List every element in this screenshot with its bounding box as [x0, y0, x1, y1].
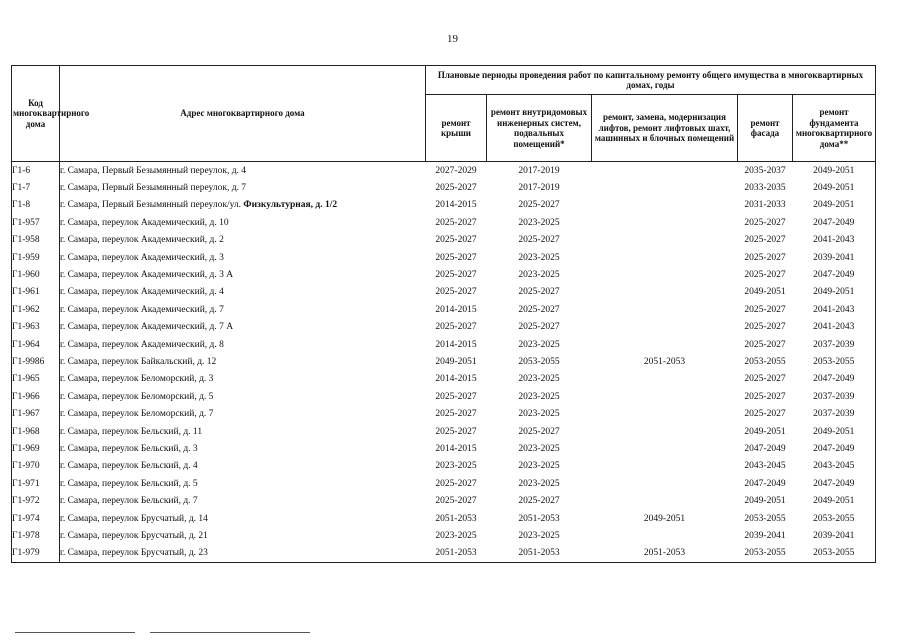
- header-roof: ремонт крыши: [426, 95, 487, 162]
- engineering-cell: 2023-2025: [518, 530, 560, 541]
- engineering-cell: 2023-2025: [518, 270, 560, 281]
- roof-cell: 2049-2051: [435, 356, 477, 367]
- facade-cell: 2025-2027: [744, 235, 786, 246]
- table-row: [12, 527, 876, 544]
- foundation-cell: 2041-2043: [793, 319, 876, 336]
- header-address: Адрес многоквартирного дома: [60, 66, 426, 162]
- code-cell: Г1-969: [12, 440, 60, 457]
- address-text: г. Самара, переулок Байкальский, д. 12: [60, 356, 217, 367]
- address-text: г. Самара, переулок Академический, д. 7 А: [60, 322, 234, 333]
- facade-cell: 2049-2051: [744, 426, 786, 437]
- address-cell: [60, 162, 426, 180]
- foundation-cell: 2049-2051: [793, 179, 876, 196]
- foundation-cell: 2047-2049: [793, 475, 876, 492]
- engineering-cell: 2025-2027: [518, 322, 560, 333]
- lift-cell: 2049-2051: [643, 513, 686, 524]
- address-cell: [60, 405, 426, 422]
- address-text: г. Самара, переулок Бельский, д. 7: [60, 496, 198, 507]
- address-text: г. Самара, переулок Беломорский, д. 3: [60, 374, 214, 385]
- facade-cell: 2025-2027: [744, 304, 786, 315]
- facade-cell: 2025-2027: [744, 252, 786, 263]
- facade-cell: 2031-2033: [744, 200, 786, 211]
- engineering-cell: 2025-2027: [518, 426, 560, 437]
- table-row: [12, 336, 876, 353]
- code-cell: Г1-7: [12, 179, 60, 196]
- code-cell: Г1-964: [12, 336, 60, 353]
- engineering-cell: 2025-2027: [518, 235, 560, 246]
- foundation-cell: 2039-2041: [793, 527, 876, 544]
- facade-cell: 2049-2051: [744, 496, 786, 507]
- lift-cell: [592, 440, 738, 457]
- engineering-cell: 2023-2025: [518, 339, 560, 350]
- engineering-cell: 2025-2027: [518, 287, 560, 298]
- lift-cell: [592, 301, 738, 318]
- foundation-cell: 2053-2055: [793, 353, 876, 370]
- foundation-cell: 2053-2055: [793, 510, 876, 527]
- address-text: г. Самара, переулок Бельский, д. 3: [60, 443, 198, 454]
- address-cell: [60, 388, 426, 405]
- roof-cell: 2025-2027: [435, 409, 477, 420]
- address-text: г. Самара, переулок Академический, д. 3 А: [60, 270, 234, 281]
- foundation-cell: 2053-2055: [793, 545, 876, 563]
- lift-cell: [592, 388, 738, 405]
- roof-cell: 2014-2015: [435, 200, 477, 211]
- facade-cell: 2025-2027: [744, 339, 786, 350]
- engineering-cell: 2051-2053: [487, 545, 592, 563]
- foundation-cell: 2049-2051: [793, 423, 876, 440]
- header-periods: Плановые периоды проведения работ по капитальному ремонту общего имущества в многоквартирных домах, годы: [426, 66, 876, 95]
- code-cell: Г1-970: [12, 458, 60, 475]
- address-text: г. Самара, переулок Брусчатый, д. 21: [60, 530, 208, 541]
- table-row: [12, 388, 876, 405]
- engineering-cell: 2023-2025: [518, 478, 560, 489]
- roof-cell: 2025-2027: [435, 478, 477, 489]
- lift-cell: [592, 492, 738, 509]
- roof-cell: 2023-2025: [435, 530, 477, 541]
- page-number: 19: [447, 33, 458, 45]
- facade-cell: 2043-2045: [744, 461, 786, 472]
- lift-cell: [592, 371, 738, 388]
- address-text: г. Самара, переулок Брусчатый, д. 14: [60, 513, 208, 524]
- lift-cell: [592, 475, 738, 492]
- address-cell: [60, 214, 426, 231]
- engineering-cell: 2025-2027: [518, 496, 560, 507]
- code-cell: Г1-957: [12, 214, 60, 231]
- engineering-cell: 2023-2025: [518, 409, 560, 420]
- code-cell: Г1-965: [12, 371, 60, 388]
- code-cell: Г1-8: [12, 197, 60, 214]
- header-facade: ремонт фасада: [738, 95, 793, 162]
- code-cell: Г1-961: [12, 284, 60, 301]
- lift-cell: [592, 214, 738, 231]
- table-row: [12, 266, 876, 283]
- table-row: [12, 301, 876, 318]
- code-cell: Г1-962: [12, 301, 60, 318]
- lift-cell: [592, 197, 738, 214]
- roof-cell: 2025-2027: [435, 270, 477, 281]
- code-cell: Г1-968: [12, 423, 60, 440]
- roof-cell: 2014-2015: [435, 304, 477, 315]
- address-text: г. Самара, переулок Академический, д. 2: [60, 235, 224, 246]
- code-cell: Г1-958: [12, 232, 60, 249]
- facade-cell: 2039-2041: [744, 530, 786, 541]
- address-cell: [60, 545, 426, 563]
- facade-cell: 2053-2055: [744, 356, 786, 367]
- roof-cell: 2025-2027: [435, 217, 477, 228]
- table-row: [12, 214, 876, 231]
- table-row: [12, 249, 876, 266]
- table-row: [12, 162, 876, 180]
- address-text: г. Самара, переулок Бельский, д. 11: [60, 426, 203, 437]
- table-row: [12, 405, 876, 422]
- address-cell: [60, 284, 426, 301]
- address-text-bold: Физкультурная, д. 1/2: [243, 200, 338, 211]
- address-cell: [60, 179, 426, 196]
- header-code: Код многоквартирного дома: [12, 66, 60, 162]
- foundation-cell: 2039-2041: [793, 249, 876, 266]
- foundation-cell: 2037-2039: [793, 405, 876, 422]
- lift-cell: 2051-2053: [592, 545, 738, 563]
- lift-cell: [592, 336, 738, 353]
- roof-cell: 2025-2027: [435, 252, 477, 263]
- facade-cell: 2053-2055: [738, 545, 793, 563]
- engineering-cell: 2023-2025: [518, 461, 560, 472]
- roof-cell: 2025-2027: [435, 183, 477, 194]
- foundation-cell: 2037-2039: [793, 388, 876, 405]
- roof-cell: 2014-2015: [435, 374, 477, 385]
- code-cell: Г1-979: [12, 545, 60, 563]
- address-cell: [60, 232, 426, 249]
- foundation-cell: 2047-2049: [793, 266, 876, 283]
- roof-cell: 2023-2025: [435, 461, 477, 472]
- footer-rule: [150, 632, 310, 633]
- foundation-cell: 2049-2051: [793, 492, 876, 509]
- table-row: [12, 492, 876, 509]
- address-cell: [60, 527, 426, 544]
- foundation-cell: 2049-2051: [793, 162, 876, 180]
- lift-cell: [592, 458, 738, 475]
- address-cell: [60, 301, 426, 318]
- header-lift: ремонт, замена, модернизация лифтов, ремонт лифтовых шахт, машинных и блочных помещений: [592, 95, 738, 162]
- roof-cell: 2025-2027: [435, 496, 477, 507]
- address-cell: [60, 249, 426, 266]
- lift-cell: [592, 319, 738, 336]
- address-cell: [60, 458, 426, 475]
- code-cell: Г1-6: [12, 162, 60, 180]
- foundation-cell: 2041-2043: [793, 301, 876, 318]
- facade-cell: 2025-2027: [744, 374, 786, 385]
- code-cell: Г1-9986: [12, 353, 60, 370]
- address-cell: [60, 336, 426, 353]
- address-cell: [60, 319, 426, 336]
- code-cell: Г1-971: [12, 475, 60, 492]
- footer-rule: [15, 632, 135, 633]
- engineering-cell: 2023-2025: [518, 217, 560, 228]
- engineering-cell: 2025-2027: [518, 200, 560, 211]
- address-cell: [60, 492, 426, 509]
- engineering-cell: 2023-2025: [518, 443, 560, 454]
- foundation-cell: 2049-2051: [793, 284, 876, 301]
- table-row: [12, 475, 876, 492]
- address-cell: [60, 266, 426, 283]
- lift-cell: [592, 527, 738, 544]
- table-row: [12, 179, 876, 196]
- table-row: [12, 458, 876, 475]
- engineering-cell: 2051-2053: [518, 513, 560, 524]
- foundation-cell: 2047-2049: [793, 440, 876, 457]
- foundation-cell: 2049-2051: [793, 197, 876, 214]
- address-text: г. Самара, переулок Бельский, д. 4: [60, 461, 198, 472]
- code-cell: Г1-972: [12, 492, 60, 509]
- address-text: г. Самара, переулок Академический, д. 8: [60, 339, 224, 350]
- engineering-cell: 2025-2027: [518, 304, 560, 315]
- code-cell: Г1-967: [12, 405, 60, 422]
- lift-cell: [592, 249, 738, 266]
- roof-cell: 2025-2027: [435, 391, 477, 402]
- facade-cell: 2047-2049: [744, 443, 786, 454]
- address-text: г. Самара, переулок Брусчатый, д. 23: [60, 548, 208, 559]
- facade-cell: 2033-2035: [744, 183, 786, 194]
- lift-cell: [592, 405, 738, 422]
- address-text: г. Самара, переулок Академический, д. 4: [60, 287, 224, 298]
- table-row: [12, 510, 876, 527]
- facade-cell: 2025-2027: [744, 391, 786, 402]
- code-cell: Г1-959: [12, 249, 60, 266]
- table-row: [12, 353, 876, 370]
- table-row: [12, 284, 876, 301]
- table-body: [12, 162, 876, 563]
- capital-repair-table: [11, 65, 876, 563]
- engineering-cell: 2053-2055: [518, 356, 560, 367]
- address-text: г. Самара, Первый Безымянный переулок, д. 4: [60, 165, 247, 176]
- engineering-cell: 2023-2025: [518, 374, 560, 385]
- table-row: [12, 440, 876, 457]
- engineering-cell: 2023-2025: [518, 252, 560, 263]
- facade-cell: 2025-2027: [744, 409, 786, 420]
- foundation-cell: 2047-2049: [793, 371, 876, 388]
- table-row: [12, 197, 876, 214]
- engineering-cell: 2017-2019: [518, 183, 560, 194]
- roof-cell: 2027-2029: [435, 165, 477, 176]
- address-text: г. Самара, переулок Бельский, д. 5: [60, 478, 198, 489]
- engineering-cell: 2023-2025: [518, 391, 560, 402]
- address-cell: [60, 510, 426, 527]
- facade-cell: 2025-2027: [744, 270, 786, 281]
- address-cell: [60, 423, 426, 440]
- address-cell: [60, 475, 426, 492]
- roof-cell: 2014-2015: [435, 443, 477, 454]
- facade-cell: 2035-2037: [744, 165, 786, 176]
- lift-cell: [592, 266, 738, 283]
- roof-cell: 2014-2015: [435, 339, 477, 350]
- lift-cell: [592, 232, 738, 249]
- table-header: [12, 66, 876, 162]
- code-cell: Г1-974: [12, 510, 60, 527]
- table-row: [12, 423, 876, 440]
- table-row: [12, 545, 876, 563]
- facade-cell: 2049-2051: [744, 287, 786, 298]
- foundation-cell: 2037-2039: [793, 336, 876, 353]
- code-cell: Г1-978: [12, 527, 60, 544]
- foundation-cell: 2041-2043: [793, 232, 876, 249]
- roof-cell: 2051-2053: [426, 545, 487, 563]
- table-row: [12, 232, 876, 249]
- facade-cell: 2025-2027: [744, 217, 786, 228]
- address-text: г. Самара, переулок Академический, д. 10: [60, 217, 229, 228]
- table-row: [12, 371, 876, 388]
- foundation-cell: 2047-2049: [793, 214, 876, 231]
- header-engineering: ремонт внутридомовых инженерных систем, подвальных помещений*: [487, 95, 592, 162]
- address-text: г. Самара, переулок Академический, д. 7: [60, 304, 224, 315]
- roof-cell: 2025-2027: [435, 235, 477, 246]
- address-cell: [60, 371, 426, 388]
- code-cell: Г1-960: [12, 266, 60, 283]
- roof-cell: 2025-2027: [435, 426, 477, 437]
- roof-cell: 2025-2027: [435, 287, 477, 298]
- lift-cell: 2051-2053: [643, 356, 686, 367]
- code-cell: Г1-963: [12, 319, 60, 336]
- facade-cell: 2025-2027: [744, 322, 786, 333]
- address-cell: [60, 197, 426, 214]
- table-row: [12, 319, 876, 336]
- address-text: г. Самара, Первый Безымянный переулок, д. 7: [60, 183, 247, 194]
- lift-cell: [592, 162, 738, 180]
- roof-cell: 2025-2027: [435, 322, 477, 333]
- foundation-cell: 2043-2045: [793, 458, 876, 475]
- header-foundation: ремонт фундамента многоквартирного дома**: [793, 95, 876, 162]
- address-cell: [60, 440, 426, 457]
- lift-cell: [592, 179, 738, 196]
- code-cell: Г1-966: [12, 388, 60, 405]
- address-text: г. Самара, Первый Безымянный переулок/ул.: [60, 200, 244, 211]
- address-text: г. Самара, переулок Академический, д. 3: [60, 252, 224, 263]
- address-text: г. Самара, переулок Беломорский, д. 5: [60, 391, 214, 402]
- address-text: г. Самара, переулок Беломорский, д. 7: [60, 409, 214, 420]
- address-cell: [60, 353, 426, 370]
- lift-cell: [592, 423, 738, 440]
- engineering-cell: 2017-2019: [518, 165, 560, 176]
- roof-cell: 2051-2053: [435, 513, 477, 524]
- lift-cell: [592, 284, 738, 301]
- facade-cell: 2053-2055: [744, 513, 786, 524]
- facade-cell: 2047-2049: [744, 478, 786, 489]
